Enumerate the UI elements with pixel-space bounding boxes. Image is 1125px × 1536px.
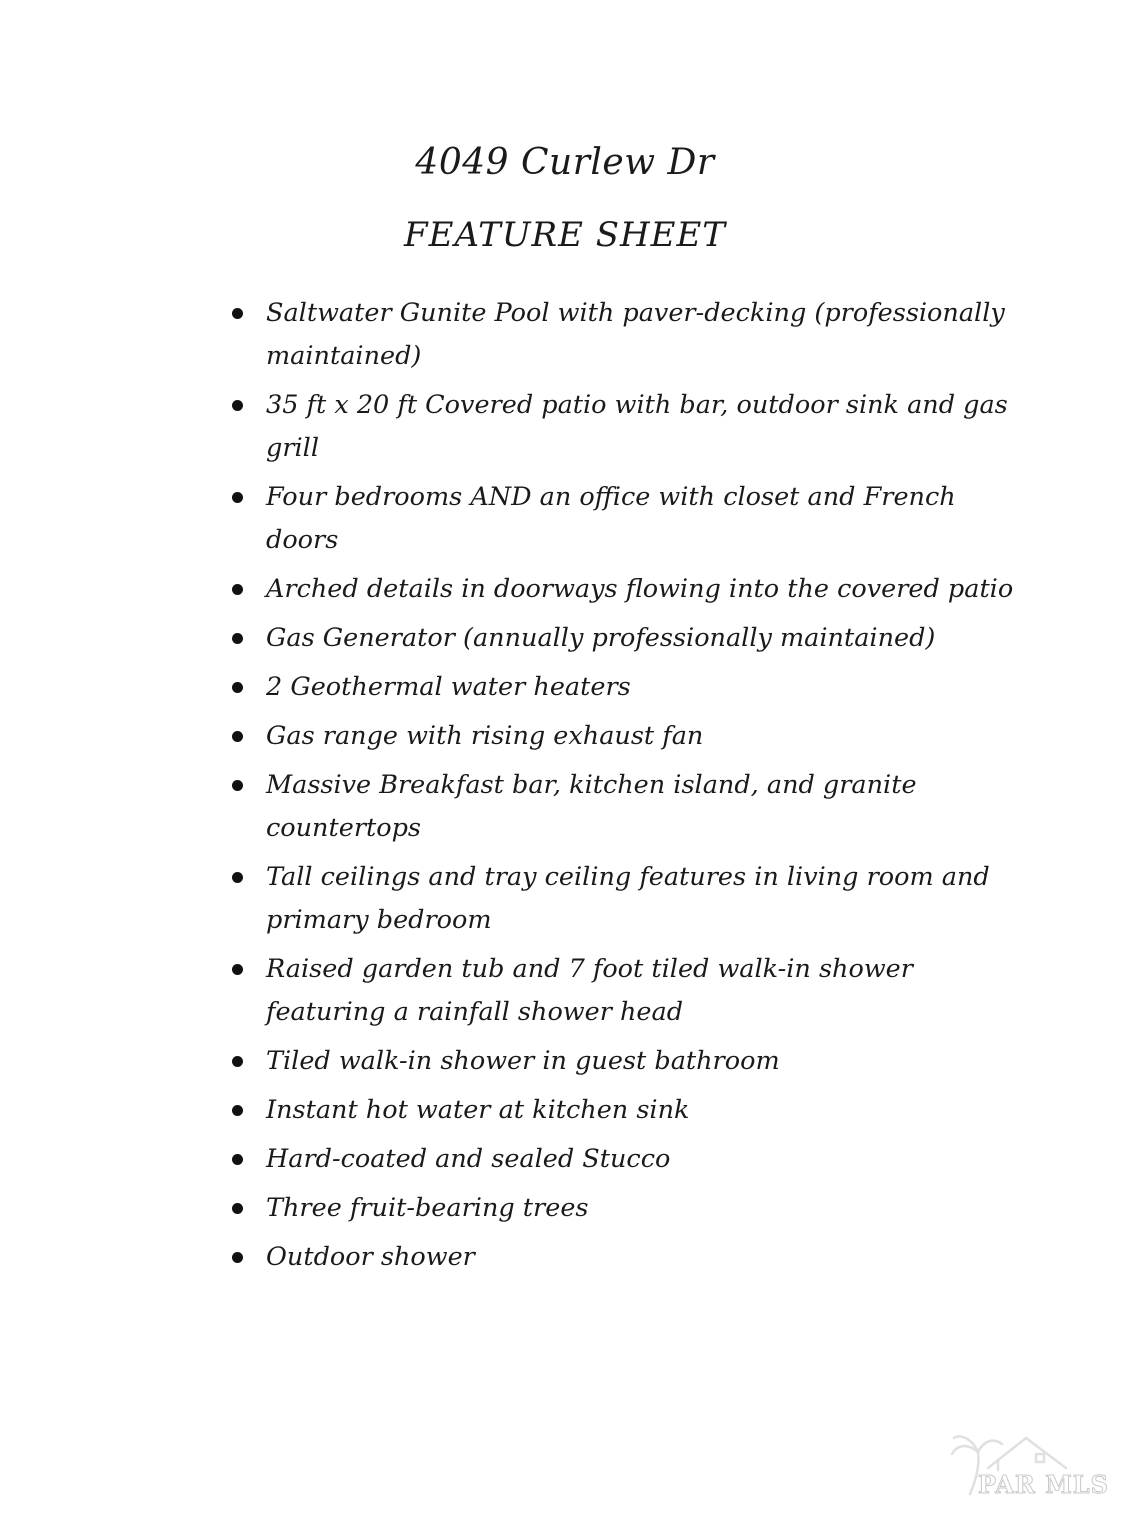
feature-text: Massive Breakfast bar, kitchen island, and granite countertops xyxy=(266,770,917,843)
list-item xyxy=(228,617,1018,660)
list-item xyxy=(228,856,1018,942)
list-item xyxy=(228,1040,1018,1083)
feature-list xyxy=(228,292,1018,1285)
list-item xyxy=(228,292,1018,378)
list-item xyxy=(228,476,1018,562)
bullet-icon xyxy=(232,964,243,975)
list-item xyxy=(228,384,1018,470)
feature-text: Outdoor shower xyxy=(266,1242,475,1272)
bullet-icon xyxy=(232,872,243,883)
list-item xyxy=(228,948,1018,1034)
list-item xyxy=(228,568,1018,611)
feature-text: Raised garden tub and 7 foot tiled walk-in shower featuring a rainfall shower head xyxy=(266,954,913,1027)
bullet-icon xyxy=(232,1056,243,1067)
bullet-icon xyxy=(232,1105,243,1116)
feature-text: Gas Generator (annually professionally maintained) xyxy=(266,623,936,653)
bullet-icon xyxy=(232,731,243,742)
bullet-icon xyxy=(232,780,243,791)
feature-text: Three fruit-bearing trees xyxy=(266,1193,589,1223)
bullet-icon xyxy=(232,1252,243,1263)
bullet-icon xyxy=(232,308,243,319)
feature-text: Tiled walk-in shower in guest bathroom xyxy=(266,1046,780,1076)
bullet-icon xyxy=(232,1203,243,1214)
bullet-icon xyxy=(232,400,243,411)
feature-text: Hard-coated and sealed Stucco xyxy=(266,1144,671,1174)
feature-text: 2 Geothermal water heaters xyxy=(266,672,631,702)
feature-text: 35 ft x 20 ft Covered patio with bar, outdoor sink and gas grill xyxy=(266,390,1008,463)
feature-text: Arched details in doorways flowing into the covered patio xyxy=(266,574,1014,604)
list-item xyxy=(228,764,1018,850)
bullet-icon xyxy=(232,682,243,693)
list-item xyxy=(228,1138,1018,1181)
property-address: 4049 Curlew Dr xyxy=(415,142,715,183)
feature-text: Saltwater Gunite Pool with paver-decking (professionally maintained) xyxy=(266,298,1005,371)
bullet-icon xyxy=(232,1154,243,1165)
watermark-text: PAR MLS xyxy=(978,1470,1109,1499)
list-item xyxy=(228,1187,1018,1230)
list-item xyxy=(228,1089,1018,1132)
bullet-icon xyxy=(232,584,243,595)
feature-text: Gas range with rising exhaust fan xyxy=(266,721,704,751)
feature-text: Instant hot water at kitchen sink xyxy=(266,1095,690,1125)
feature-text: Tall ceilings and tray ceiling features in living room and primary bedroom xyxy=(266,862,990,935)
feature-text: Four bedrooms AND an office with closet and French doors xyxy=(266,482,956,555)
list-item xyxy=(228,1236,1018,1279)
bullet-icon xyxy=(232,633,243,644)
sheet-title: FEATURE SHEET xyxy=(404,215,726,255)
list-item xyxy=(228,666,1018,709)
bullet-icon xyxy=(232,492,243,503)
list-item xyxy=(228,715,1018,758)
